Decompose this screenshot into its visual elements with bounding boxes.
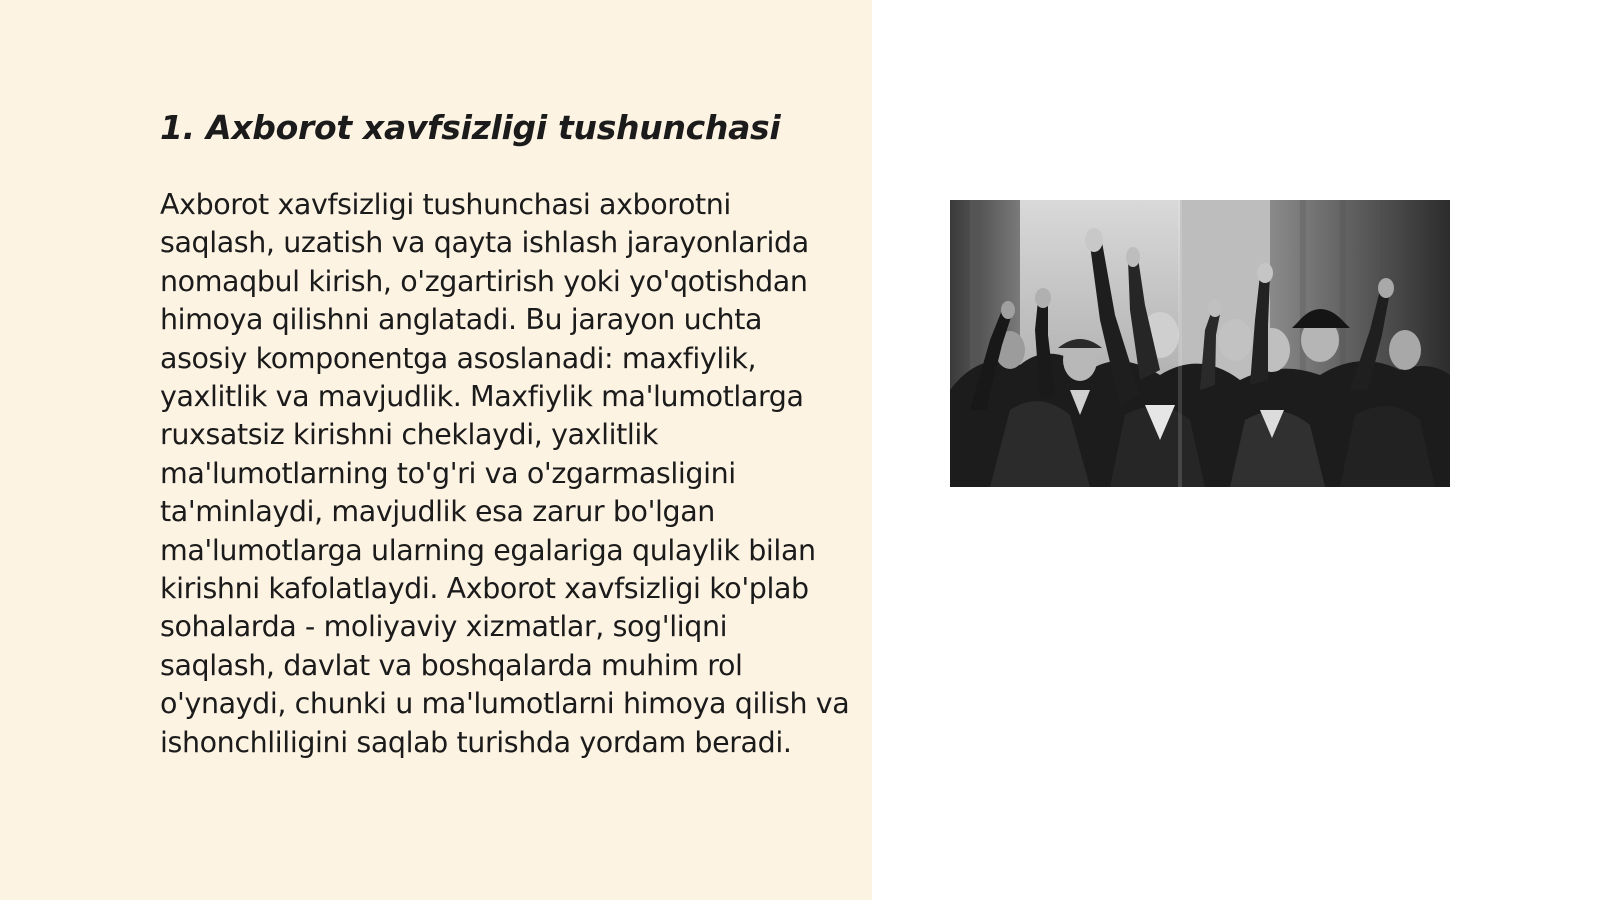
crowd-photo-illustration bbox=[950, 200, 1450, 487]
crowd-photo bbox=[950, 200, 1450, 487]
slide-body-text: Axborot xavfsizligi tushunchasi axborotni saqlash, uzatish va qayta ishlash jarayonlarida nomaqbul kirish, o'zgartirish yoki yo'qotishdan himoya qilishni anglatadi. Bu jarayon uchta asosiy komponentga asoslanadi: maxfiylik, yaxlitlik va mavjudlik. Maxfiylik ma'lumotlarga ruxsatsiz kirishni cheklaydi, yaxlitlik ma'lumotlarning to'g'ri va o'zgarmasligini ta'minlaydi, mavjudlik esa zarur bo'lgan ma'lumotlarga ularning egalariga qulaylik bilan kirishni kafolatlaydi. Axborot xavfsizligi ko'plab sohalarda - moliyaviy xizmatlar, sog'liqni saqlash, davlat va boshqalarda muhim rol o'ynaydi, chunki u ma'lumotlarni himoya qilish va ishonchliligini saqlab turishda yordam beradi. bbox=[160, 188, 850, 759]
slide-title: 1. Axborot xavfsizligi tushunchasi bbox=[160, 108, 781, 147]
